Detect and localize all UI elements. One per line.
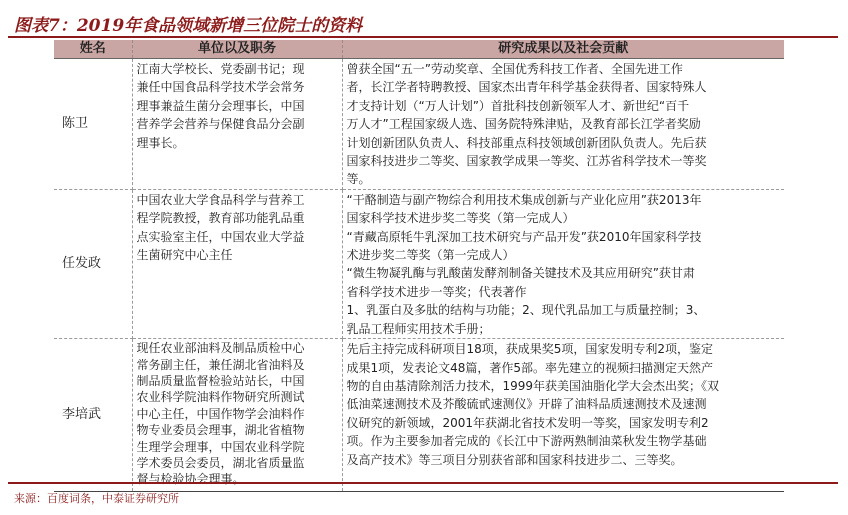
- header-name: 姓名: [54, 40, 132, 59]
- achievement-line: 项。作为主要参加者完成的《长江中下游两熟制油菜秋发生物学基础: [346, 434, 707, 449]
- achievement-line: 国家科学技术进步奖二等奖（第一完成人）: [346, 211, 575, 226]
- position-cell: [132, 189, 342, 338]
- position-line: 现任农业部油料及制品质检中心: [136, 341, 305, 356]
- position-line: 江南大学校长、党委副书记；现: [136, 62, 305, 76]
- position-line: 兼任中国食品科学技术学会常务: [136, 80, 305, 95]
- position-line: 点实验室主任，中国农业大学益: [136, 229, 305, 244]
- figure-title-bar: [8, 4, 838, 38]
- position-line: 中国农业大学食品科学与营养工: [136, 192, 305, 207]
- achievement-line: 万人才”工程国家级人选、国务院特殊津贴，及教育部长江学者奖励: [346, 117, 701, 132]
- table-row: [54, 189, 784, 338]
- table-header-row: [54, 40, 784, 59]
- achievement-line: 计划创新团队负责人、科技部重点科技领域创新团队负责人。先后获: [346, 135, 707, 150]
- position-line: 学术委员会委员，湖北省质量监: [136, 455, 305, 470]
- achievement-line: 仪研究的新领域，2001年获湖北省技术发明一等奖，国家发明专利2: [346, 415, 709, 430]
- position-line: 理事兼益生菌分会理事长，中国: [136, 98, 305, 113]
- achievement-line: “干酪制造与副产物综合利用技术集成创新与产业化应用”获2013年: [346, 192, 702, 207]
- achievement-cell: [342, 339, 784, 492]
- achievement-line: 物的自由基清除剂活力技术，1999年获美国油脂化学大会杰出奖；《双: [346, 378, 720, 393]
- position-line: 常务副主任，兼任湖北省油料及: [136, 357, 305, 372]
- position-line: 物专业委员会理事，湖北省植物: [136, 423, 305, 438]
- source-note: 来源：百度词条，中泰证券研究所: [14, 492, 179, 505]
- position-line: 程学院教授，教育部功能乳品重: [136, 211, 305, 226]
- position-line: 营养学会营养与保健食品分会副: [136, 117, 305, 132]
- position-cell: [132, 59, 342, 190]
- achievement-line: 低油菜速测技术及芥酸硫甙速测仪》开辟了油料品质速测技术及速测: [346, 397, 707, 412]
- achievement-line: 先后主持完成科研项目18项，获成果奖5项，国家发明专利2项，鉴定: [346, 342, 714, 357]
- achievement-line: 1、乳蛋白及多肽的结构与功能；2、现代乳品加工与质量控制；3、: [346, 303, 706, 318]
- name-cell: 李培武: [54, 339, 132, 492]
- header-position: 单位以及职务: [132, 40, 342, 59]
- achievement-line: “微生物凝乳酶与乳酸菌发酵剂制备关键技术及其应用研究”获甘肃: [346, 266, 695, 281]
- achievement-line: 乳品工程师实用技术手册；: [346, 321, 491, 336]
- position-line: 农业科学院油料作物研究所测试: [136, 390, 305, 405]
- position-line: 生菌研究中心主任: [136, 248, 233, 263]
- achievement-line: 曾获全国“五一”劳动奖章、全国优秀科技工作者、全国先进工作: [346, 62, 683, 76]
- achievement-line: “青藏高原牦牛乳深加工技术研究与产品开发”获2010年国家科学技: [346, 229, 702, 244]
- header-achievement: 研究成果以及社会贡献: [342, 40, 784, 59]
- position-line: 理事长。: [136, 135, 185, 150]
- achievement-line: 才支持计划（“万人计划”）首批科技创新领军人才、新世纪“百千: [346, 98, 690, 113]
- figure-title: 图表7：2019年食品领域新增三位院士的资料: [14, 16, 363, 36]
- source-bar: [8, 482, 838, 508]
- achievement-line: 术进步奖二等奖（第一完成人）: [346, 248, 515, 263]
- position-line: 中心主任，中国作物学会油料作: [136, 406, 305, 421]
- table-row: [54, 339, 784, 492]
- position-line: 督与检验协会理事。: [136, 472, 245, 487]
- achievement-line: 及高产技术》等三项目分别获省部和国家科技进步二、三等奖。: [346, 452, 683, 467]
- achievement-line: 国家科技进步二等奖、国家教学成果一等奖、江苏省科学技术一等奖: [346, 154, 707, 169]
- achievement-line: 成果1项，发表论文48篇，著作5部。率先建立的视频扫描测定天然产: [346, 360, 714, 375]
- achievement-cell: [342, 59, 784, 190]
- position-line: 生理学会理事，中国农业科学院: [136, 439, 305, 454]
- name-cell: 陈卫: [54, 59, 132, 190]
- academician-table: [54, 40, 784, 492]
- achievement-line: 者，长江学者特聘教授、国家杰出青年科学基金获得者、国家特殊人: [346, 80, 707, 95]
- table-row: [54, 59, 784, 190]
- achievement-line: 省科学技术进步一等奖；代表著作: [346, 284, 527, 299]
- achievement-cell: [342, 189, 784, 338]
- position-cell: [132, 339, 342, 492]
- name-cell: 任发政: [54, 189, 132, 338]
- achievement-line: 等。: [346, 172, 371, 187]
- position-line: 制品质量监督检验站站长，中国: [136, 373, 305, 388]
